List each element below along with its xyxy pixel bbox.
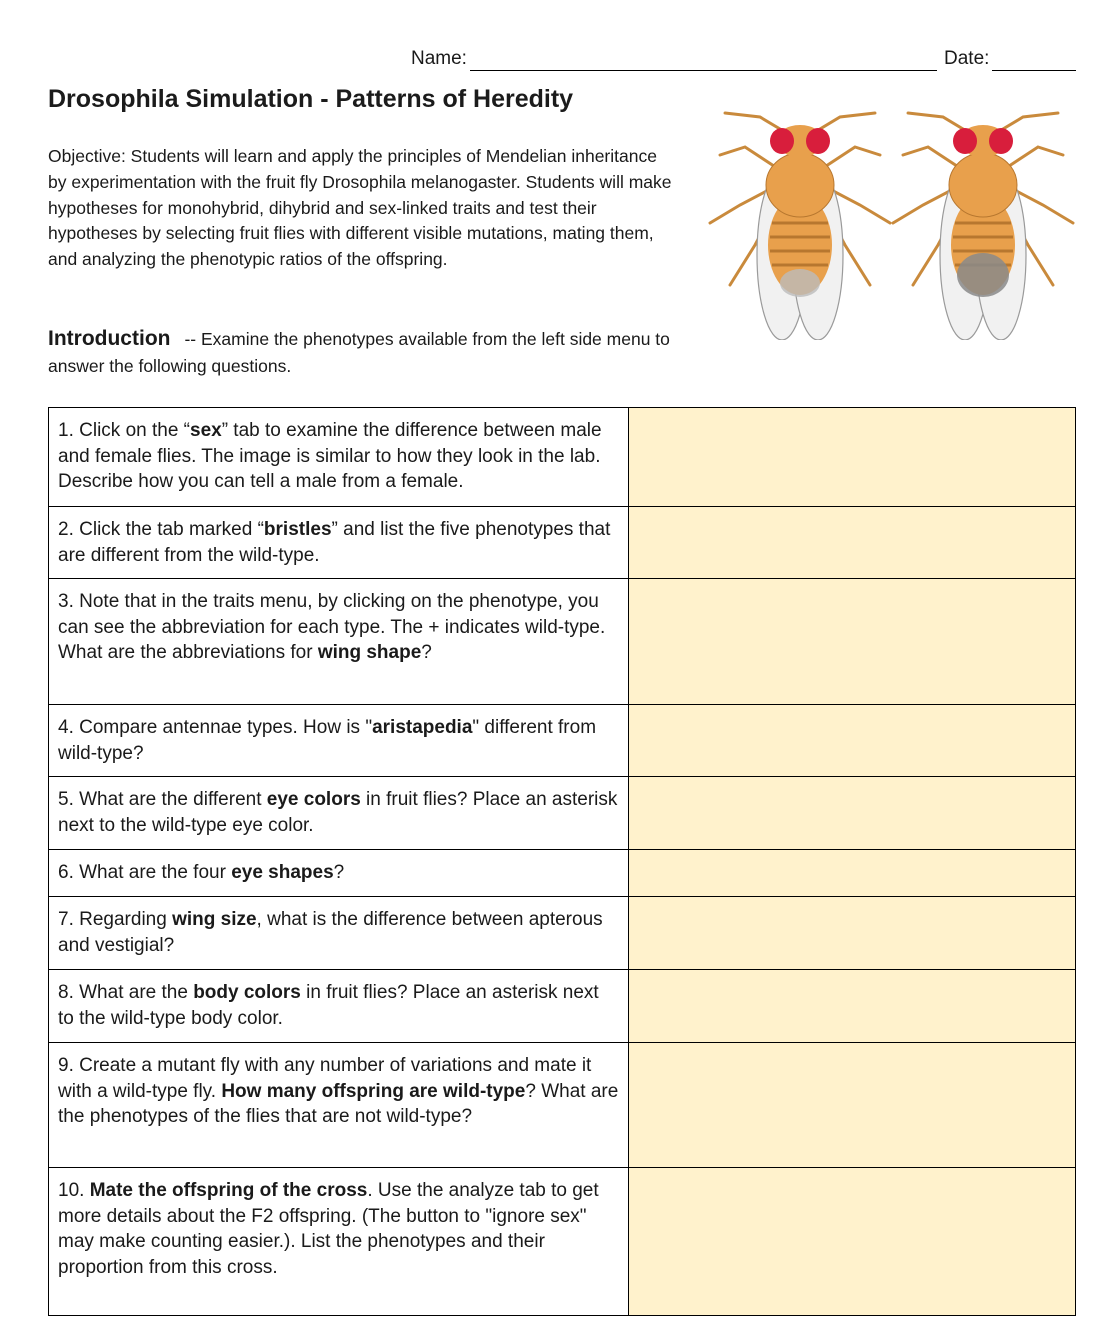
table-row <box>49 1168 1076 1316</box>
date-label: Date: <box>944 48 990 69</box>
question-text: , what is the difference between apterous and vestigial? <box>58 909 603 956</box>
question-cell <box>49 507 629 579</box>
table-row <box>49 1043 1076 1168</box>
answer-cell[interactable] <box>629 705 1076 777</box>
question-text: sex <box>190 420 222 441</box>
question-cell <box>49 897 629 970</box>
table-row <box>49 579 1076 705</box>
answer-cell[interactable] <box>629 1168 1076 1316</box>
question-text: bristles <box>263 519 332 540</box>
answer-cell[interactable] <box>629 850 1076 897</box>
question-text: wing shape <box>317 642 422 663</box>
question-text: Mate the offspring of the cross <box>89 1180 368 1201</box>
fly-female-image <box>710 113 890 340</box>
question-cell <box>49 579 629 705</box>
question-text: 10. <box>58 1180 90 1201</box>
answer-cell[interactable] <box>629 777 1076 850</box>
table-row <box>49 850 1076 897</box>
questions-table <box>48 407 1076 1316</box>
question-text: in fruit flies? Place an asterisk next to the wild-type eye color. <box>58 789 618 836</box>
question-text: How many offspring are wild-type <box>221 1080 526 1102</box>
table-row <box>49 705 1076 777</box>
answer-cell[interactable] <box>629 970 1076 1043</box>
question-text: 7. Regarding <box>58 909 173 930</box>
question-text: ? <box>333 862 345 883</box>
question-text: 4. Compare antennae types. How is " <box>58 717 373 738</box>
table-row <box>49 897 1076 970</box>
question-text: . Use the analyze tab to get more details about the F2 offspring. (The button to "ignore sex" may make counting easier.). List the phenotypes and their proportion from this cross. <box>58 1180 599 1278</box>
question-text: ? What are the phenotypes of the flies that are not wild-type? <box>58 1080 619 1127</box>
question-text: aristapedia <box>372 717 473 738</box>
table-row <box>49 777 1076 850</box>
question-cell <box>49 850 629 897</box>
question-text: 3. Note that in the traits menu, by clicking on the phenotype, you can see the abbreviation for each type. The + indicates wild-type. What are the abbreviations for <box>58 591 606 663</box>
question-cell <box>49 1043 629 1168</box>
question-text: ” and list the five phenotypes that are different from the wild-type. <box>58 519 611 566</box>
question-cell <box>49 970 629 1043</box>
question-text: 1. Click on the “ <box>58 420 190 441</box>
introduction-paragraph <box>48 325 673 380</box>
question-cell <box>49 705 629 777</box>
question-text: 9. Create a mutant fly with any number of variations and mate it with a wild-type fly. <box>58 1055 592 1102</box>
name-label: Name: <box>411 48 467 69</box>
answer-cell[interactable] <box>629 507 1076 579</box>
question-text: 2. Click the tab marked “ <box>58 519 264 540</box>
question-text: " different from wild-type? <box>58 717 597 764</box>
table-row <box>49 408 1076 507</box>
answer-cell[interactable] <box>629 579 1076 705</box>
fruit-flies-illustration <box>700 103 1080 340</box>
question-text: ? <box>421 642 432 663</box>
question-text: ” tab to examine the difference between male and female flies. The image is similar to how they look in the lab. Describe how you can tell a male from a female. <box>58 420 602 492</box>
question-text: in fruit flies? Place an asterisk next to the wild-type body color. <box>58 982 599 1029</box>
question-text: eye shapes <box>231 862 334 883</box>
question-text: body colors <box>193 982 301 1003</box>
name-field[interactable] <box>470 70 937 71</box>
page-title: Drosophila Simulation - Patterns of Heredity <box>48 85 574 113</box>
question-cell <box>49 408 629 507</box>
date-field[interactable] <box>992 70 1076 71</box>
question-text: eye colors <box>266 789 361 810</box>
table-row <box>49 507 1076 579</box>
question-cell <box>49 1168 629 1316</box>
question-text: 8. What are the <box>58 982 194 1003</box>
table-row <box>49 970 1076 1043</box>
introduction-heading: Introduction <box>48 327 171 350</box>
fly-male-image <box>893 113 1073 340</box>
answer-cell[interactable] <box>629 408 1076 507</box>
question-cell <box>49 777 629 850</box>
objective-paragraph: Objective: Students will learn and apply the principles of Mendelian inheritance by experimentation with the fruit fly Drosophila melanogaster. Students will make hypotheses for monohybrid, dihybrid and sex-linked traits and test their hypotheses by selecting fruit flies with different visible mutations, mating them, and analyzing the phenotypic ratios of the offspring. <box>48 146 672 270</box>
answer-cell[interactable] <box>629 1043 1076 1168</box>
introduction-text: -- Examine the phenotypes available from the left side menu to answer the following questions. <box>48 329 670 376</box>
question-text: 6. What are the four <box>58 862 232 883</box>
question-text: 5. What are the different <box>58 789 267 810</box>
answer-cell[interactable] <box>629 897 1076 970</box>
question-text: wing size <box>172 909 257 930</box>
